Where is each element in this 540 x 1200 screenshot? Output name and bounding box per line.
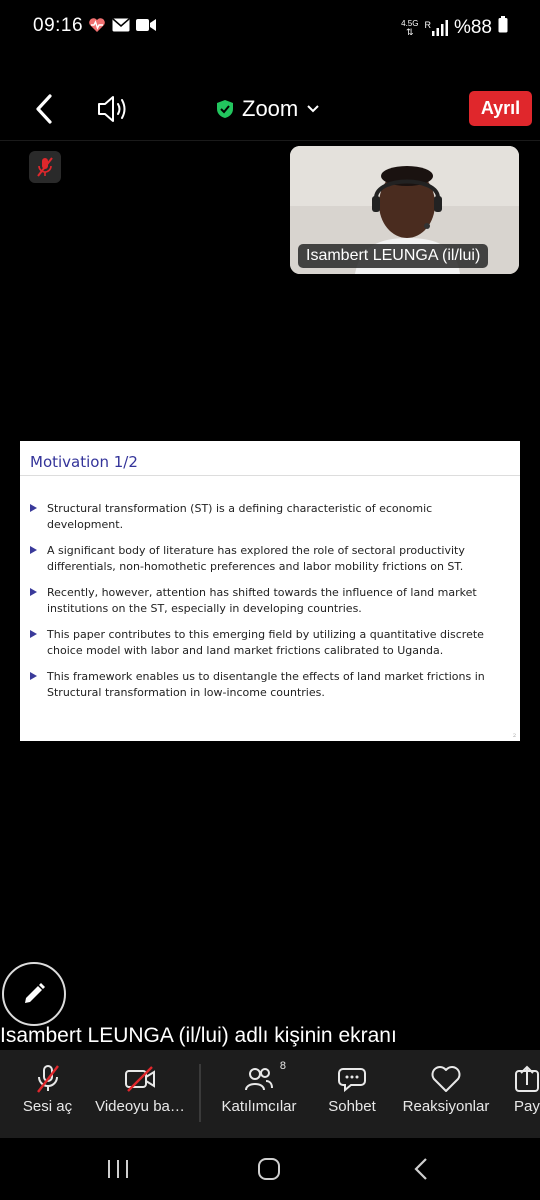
system-back-button[interactable]: [412, 1157, 430, 1186]
status-right: [401, 16, 508, 39]
bullet-line: Structural transformation (ST) is a defining characteristic of economic: [47, 502, 433, 515]
recent-apps-button[interactable]: [106, 1158, 130, 1185]
recent-apps-icon: [106, 1158, 130, 1180]
participants-icon: [244, 1060, 286, 1094]
bullet-line: This framework enables us to disentangle the effects of land market frictions in: [47, 670, 485, 683]
chevron-down-icon: [306, 104, 320, 114]
reactions-label: Reaksiyonlar: [402, 1098, 490, 1115]
pencil-icon: [21, 981, 47, 1007]
network-type: [401, 20, 418, 36]
shared-screen-slide[interactable]: [20, 441, 520, 741]
bullet-triangle-icon: [30, 672, 37, 680]
heart-icon: [430, 1064, 462, 1094]
meeting-title-dropdown[interactable]: [216, 96, 320, 122]
share-label: Pay: [514, 1098, 540, 1115]
toolbar-separator: [199, 1064, 201, 1122]
chat-icon: [337, 1064, 367, 1094]
start-video-button[interactable]: [92, 1050, 188, 1138]
video-camera-icon: [136, 18, 156, 37]
mic-off-icon: [34, 1064, 62, 1094]
home-button[interactable]: [257, 1157, 281, 1186]
bullet-line: differentials, non-homothetic preferences and labor mobility frictions on ST.: [47, 559, 464, 573]
bullet-triangle-icon: [30, 630, 37, 638]
participants-count: 8: [279, 1060, 286, 1072]
unmute-button[interactable]: [0, 1050, 95, 1138]
bullet-triangle-icon: [30, 546, 37, 554]
roaming-label: R: [424, 19, 431, 30]
slide-bullet: [47, 501, 487, 532]
notification-icons: [88, 17, 156, 38]
share-icon: [514, 1064, 540, 1094]
bullet-triangle-icon: [30, 504, 37, 512]
slide-title-divider: [20, 475, 520, 476]
bullet-line: development.: [47, 517, 124, 531]
leave-button[interactable]: Ayrıl: [469, 91, 532, 126]
reactions-button[interactable]: [394, 1050, 498, 1138]
bullet-line: This paper contributes to this emerging field by utilizing a quantitative discrete: [47, 628, 484, 641]
header-divider: [0, 140, 540, 141]
slide-bullet: [47, 669, 487, 700]
home-icon: [257, 1157, 281, 1181]
chat-button[interactable]: [310, 1050, 394, 1138]
slide-page-number: 2: [512, 733, 516, 739]
participant-video-tile[interactable]: [290, 146, 519, 274]
mail-icon: [112, 18, 130, 37]
start-video-label: Videoyu ba…: [95, 1098, 185, 1115]
mic-off-icon: [35, 156, 55, 178]
back-icon: [30, 92, 60, 126]
participant-name: Isambert LEUNGA (il/lui): [298, 244, 488, 268]
host-muted-indicator: [29, 151, 61, 183]
bullet-line: Structural transformation in low-income countries.: [47, 685, 325, 699]
unmute-label: Sesi aç: [22, 1098, 73, 1115]
signal-icon: [424, 20, 448, 36]
battery-percent: %88: [453, 16, 492, 38]
data-arrows: ⇅: [406, 26, 414, 37]
bullet-line: Recently, however, attention has shifted towards the influence of land market: [47, 586, 477, 599]
network-label: 4.5G: [401, 18, 419, 28]
screen-share-caption: Isambert LEUNGA (il/lui) adlı kişinin ekranı: [0, 1024, 397, 1047]
slide-title: Motivation 1/2: [30, 453, 138, 471]
slide-bullet: [47, 585, 487, 616]
status-time: 09:16: [33, 15, 84, 36]
slide-bullet: [47, 543, 487, 574]
bullet-line: choice model with labor and land market frictions calibrated to Uganda.: [47, 643, 444, 657]
battery-icon: [498, 16, 508, 39]
meeting-title: Zoom: [242, 96, 299, 121]
meeting-toolbar: [0, 1050, 540, 1138]
speaker-button[interactable]: [96, 94, 132, 124]
video-off-icon: [124, 1064, 156, 1094]
heart-monitor-icon: [88, 17, 106, 38]
chat-label: Sohbet: [328, 1098, 376, 1115]
bullet-triangle-icon: [30, 588, 37, 596]
shield-check-icon: [216, 99, 234, 119]
speaker-icon: [96, 94, 132, 124]
system-navigation-bar: [0, 1138, 540, 1200]
annotate-button[interactable]: [2, 962, 66, 1026]
participants-label: Katılımcılar: [221, 1098, 297, 1115]
nav-back-icon: [412, 1157, 430, 1181]
bullet-line: institutions on the ST, especially in developing countries.: [47, 601, 362, 615]
back-button[interactable]: [30, 92, 60, 126]
bullet-line: A significant body of literature has explored the role of sectoral productivity: [47, 544, 465, 557]
participants-button[interactable]: [212, 1050, 306, 1138]
share-button[interactable]: [508, 1050, 540, 1138]
slide-bullet: [47, 627, 487, 658]
